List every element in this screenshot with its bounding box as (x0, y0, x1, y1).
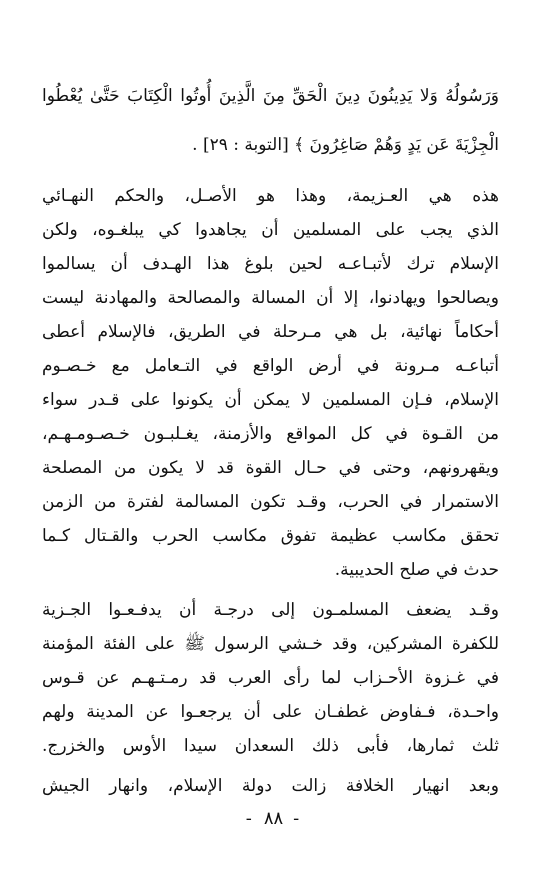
page-number-dash-right: - (245, 808, 254, 829)
paragraph-1-line-2: الذي يجب على المسلمين أن يجاهدوا كي يبلغـوه، ولكن (42, 220, 499, 240)
paragraph-1-line-5: أحكاماً نهائية، بل هي مـرحلة في الطريق، فالإسلام أعطى (42, 322, 499, 342)
paragraph-1-line-11: تحقق مكاسب عظيمة تفوق مكاسب الحرب والقـتال كـما (42, 526, 499, 546)
paragraph-1-line-9: ويقهرونهم، وحتى في حـال القوة قد لا يكون من المصلحة (42, 458, 499, 478)
paragraph-2-line-1: وقـد يضعف المسلمـون إلى درجـة أن يدفـعـوا الجـزية (42, 600, 499, 620)
paragraph-1-line-10: الاستمرار في الحرب، وقـد تكون المسالمة لفترة من الزمن (42, 492, 499, 512)
page-number-dash-left: - (293, 808, 302, 829)
paragraph-1-line-7: الإسلام، فـإن المسلمين لا يمكن أن يكونوا على قـدر سواء (42, 390, 499, 410)
paragraph-1-line-4: ويصالحوا ويهادنوا، إلا أن المسالة والمصالحة والمهادنة ليست (42, 288, 499, 308)
paragraph-2-line-4: واحـدة، فـفاوض غطفـان على أن يرجعـوا عن المدينة ولهم (42, 702, 499, 722)
quran-verse-line-1: وَرَسُولُهُ وَلا يَدِينُونَ دِينَ الْحَقِّ مِنَ الَّذِينَ أُوتُوا الْكِتَابَ حَتَّىٰ يُعْطُوا (42, 86, 499, 106)
paragraph-1-line-8: من القـوة في كل المواقع والأزمنة، يغـلبـون خـصـومـهـم، (42, 424, 499, 444)
paragraph-1-line-3: الإسلام ترك لأتبـاعـه لحين بلوغ هذا الهـدف أن يسالموا (42, 254, 499, 274)
paragraph-1-line-1: هذه هي العـزيمة، وهذا هو الأصـل، والحكم النهـائي (42, 186, 499, 206)
paragraph-2-line-5: ثلث ثمارها، فأبى ذلك السعدان سيدا الأوس والخزرج. (42, 736, 499, 756)
quran-verse-line-2: الْجِزْيَةَ عَن يَدٍ وَهُمْ صَاغِرُونَ ﴾ [التوبة : ٢٩] . (192, 135, 499, 155)
paragraph-2-line-3: في غـزوة الأحـزاب لما رأى العرب قد رمـتـهـم عن قـوس (42, 668, 499, 688)
paragraph-1-line-12: حدث في صلح الحديبية. (334, 560, 499, 580)
page-number: ٨٨ (263, 808, 284, 829)
paragraph-1-line-6: أتباعـه مـرونة في أرض الواقع في التـعامل مع خـصـوم (42, 356, 499, 376)
page-number-footer (0, 808, 547, 829)
paragraph-3-line-1: وبعد انهيار الخلافة زالت دولة الإسلام، وانهار الجيش (42, 776, 499, 796)
paragraph-2-line-2: للكفرة المشركين، وقد خـشي الرسول ﷺ على الفئة المؤمنة (42, 634, 499, 654)
